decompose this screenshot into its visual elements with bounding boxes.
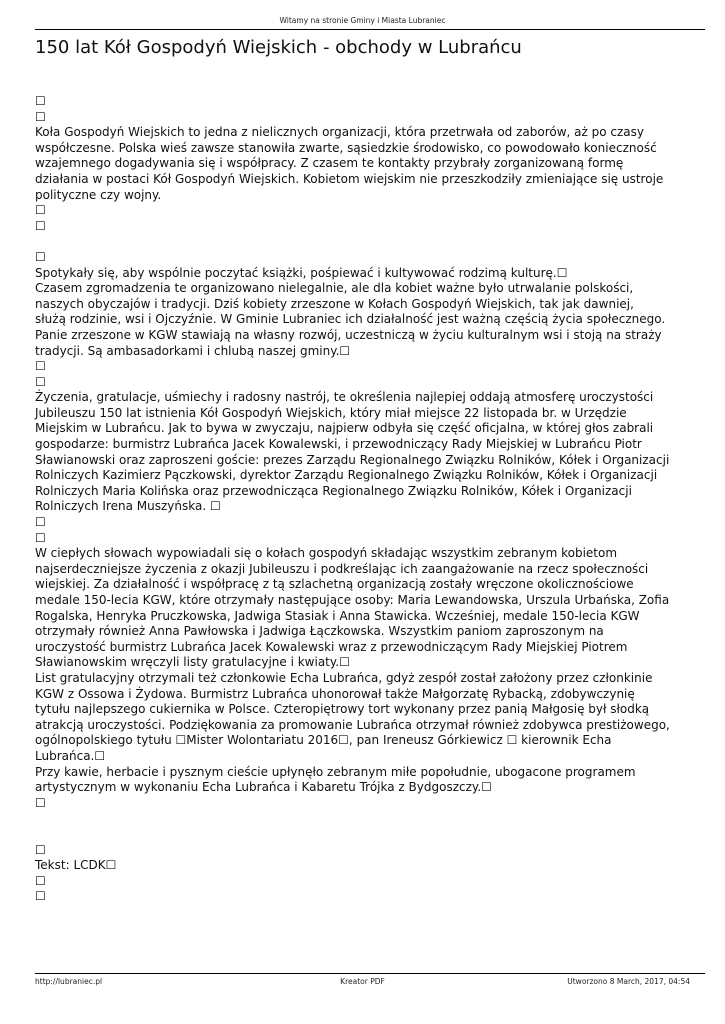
page-title: 150 lat Kół Gospodyń Wiejskich - obchody w Lubrańcu [35, 37, 522, 58]
text-line: Rolniczych Maria Kolińska oraz przewodnicząca Regionalnego Związku Rolników, Kółek i Organizacji [35, 483, 632, 498]
text-line: ☐ [35, 374, 46, 389]
text-line: uroczystość burmistrz Lubrańca Jacek Kowalewski wraz z przewodniczącym Rady Miejskiej Piotrem [35, 639, 628, 654]
text-line: Rolniczych Kazimierz Pączkowski, dyrektor Zarządu Regionalnego Związku Rolników, Kółek i Organizacji [35, 468, 658, 483]
text-line: Rogalska, Henryka Pruczkowska, Jadwiga Stasiak i Anna Stawicka. Wcześniej, medale 150-lecia KGW [35, 608, 640, 623]
text-line: ☐ [35, 109, 46, 124]
footer-generator: Kreator PDF [340, 977, 385, 986]
footer-created-date: Utworzono 8 March, 2017, 04:54 [567, 977, 690, 986]
text-line: wzajemnego dogadywania się i współpracy. Z czasem te kontakty przybrały zorganizowaną formę [35, 156, 624, 171]
text-line: Czasem zgromadzenia te organizowano nielegalnie, ale dla kobiet ważne było utrwalanie polskości, [35, 281, 634, 296]
footer-divider [35, 973, 705, 974]
text-line: otrzymały również Anna Pawłowska i Jadwiga Łączkowska. Wszystkim paniom zaproszonym na [35, 624, 604, 639]
text-line: Jubileuszu 150 lat istnienia Kół Gospodyń Wiejskich, który miał miejsce 22 listopada br. w Urzędzie [35, 405, 627, 420]
paragraph-gap [35, 234, 705, 250]
text-line: naszych obyczajów i tradycji. Dziś kobiety zrzeszone w Kołach Gospodyń Wiejskich, tak jak dawniej, [35, 296, 634, 311]
text-line: Sławianowskim wręczyli listy gratulacyjne i kwiaty.☐ [35, 655, 350, 670]
text-line: gospodarze: burmistrz Lubrańca Jacek Kowalewski, i przewodniczący Rady Miejskiej w Lubrańcu Piotr [35, 437, 642, 452]
paragraph-gap [35, 827, 705, 843]
text-line: ogólnopolskiego tytułu ☐Mister Wolontariatu 2016☐, pan Ireneusz Górkiewicz ☐ kierownik Echa [35, 733, 612, 748]
header-divider [35, 29, 705, 30]
text-line: Rolniczych Irena Muszyńska. ☐ [35, 499, 221, 514]
text-line: KGW z Ossowa i Żydowa. Burmistrz Lubrańca uhonorował także Małgorzatę Rybacką, zdobywczynię [35, 686, 635, 701]
text-line: Miejskim w Lubrańcu. Jak to bywa w zwyczaju, najpierw odbyła się część oficjalna, w której głos zabrali [35, 421, 654, 436]
text-line: Sławianowski oraz zaproszeni goście: prezes Zarządu Regionalnego Związku Rolników, Kółek i Organizacji [35, 452, 670, 467]
text-line: tytułu najlepszego cukiernika w Polsce. Czteropiętrowy tort wykonany przez panią Małgosię był słodką [35, 702, 650, 717]
text-line: ☐ [35, 795, 46, 810]
text-line: służą rodzinie, wsi i Ojczyźnie. W Gminie Lubraniec ich działalność jest ważną częścią życia społecznego. [35, 312, 666, 327]
text-line: artystycznym w wykonaniu Echa Lubrańca i Kabaretu Trójka z Bydgoszczy.☐ [35, 780, 492, 795]
text-line: działania w postaci Kół Gospodyń Wiejskich. Kobietom wiejskim nie przeszkodziły zmieniające się ustroje [35, 171, 664, 186]
text-line: Spotykały się, aby wspólnie poczytać książki, pośpiewać i kultywować rodzimą kulturę.☐ [35, 265, 568, 280]
text-line: ☐ [35, 873, 46, 888]
text-line: tradycji. Są ambasadorkami i chlubą naszej gminy.☐ [35, 343, 351, 358]
text-line: Koła Gospodyń Wiejskich to jedna z nielicznych organizacji, która przetrwała od zaborów, aż po czasy [35, 125, 644, 140]
text-line: Tekst: LCDK☐ [35, 858, 117, 873]
text-line: wiejskiej. Za działalność i współpracę z tą szlachetną organizacją zostały wręczone okolicznościowe [35, 577, 634, 592]
footer-url-link[interactable]: http://lubraniec.pl [35, 977, 103, 986]
text-line: polityczne czy wojny. [35, 187, 162, 202]
article-body [35, 94, 705, 905]
text-line: Panie zrzeszone w KGW stawiają na własny rozwój, uczestniczą w życiu kulturalnym wsi i stoją na straży [35, 327, 662, 342]
text-line: ☐ [35, 515, 46, 530]
text-line: List gratulacyjny otrzymali też członkowie Echa Lubrańca, gdyż zespół został założony przez członkinie [35, 670, 653, 685]
text-line: najserdeczniejsze życzenia z okazji Jubileuszu i podkreślając ich zaangażowanie na rzecz społeczności [35, 561, 649, 576]
text-line: ☐ [35, 359, 46, 374]
paragraph-gap [35, 811, 705, 827]
text-line: Lubrańca.☐ [35, 748, 106, 763]
text-line: ☐ [35, 530, 46, 545]
text-line: ☐ [35, 889, 46, 904]
text-line: Życzenia, gratulacje, uśmiechy i radosny nastrój, te określenia najlepiej oddają atmosferę uroczystości [35, 390, 654, 405]
text-line: ☐ [35, 94, 46, 108]
text-line: ☐ [35, 218, 46, 233]
text-line: medale 150-lecia KGW, które otrzymały następujące osoby: Maria Lewandowska, Urszula Urbańska, Zofia [35, 593, 670, 607]
text-line: W ciepłych słowach wypowiadali się o kołach gospodyń składając wszystkim zebranym kobietom [35, 546, 618, 561]
text-line: ☐ [35, 842, 46, 857]
text-line: atrakcją uroczystości. Podziękowania za promowanie Lubrańca otrzymał również zdobywca prestiżowego, [35, 717, 670, 732]
text-line: współczesne. Polska wieś zawsze stanowiła zwarte, sąsiedzkie środowisko, co powodowało konieczność [35, 140, 657, 155]
site-header-title: Witamy na stronie Gminy i Miasta Lubraniec [279, 16, 446, 25]
text-line: ☐ [35, 203, 46, 218]
text-line: Przy kawie, herbacie i pysznym cieście upłynęło zebranym miłe popołudnie, ubogacone programem [35, 764, 636, 779]
text-line: ☐ [35, 249, 46, 264]
